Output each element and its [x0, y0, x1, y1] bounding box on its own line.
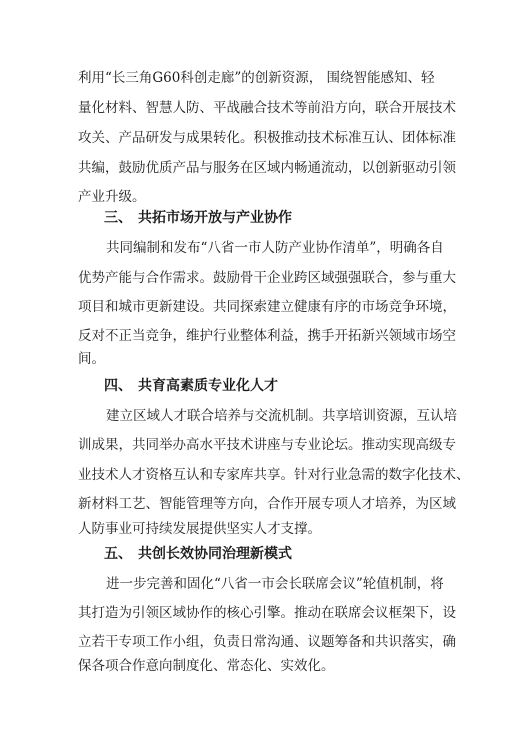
paragraph-line: 优势产能与合作需求。鼓励骨干企业跨区域强强联合，参与重大	[78, 270, 456, 286]
section-number: 三、	[104, 210, 132, 226]
section-heading	[104, 209, 292, 227]
paragraph-line: 攻关、产品研发与成果转化。积极推动技术标准互认、团体标准	[78, 130, 456, 146]
section-heading	[104, 545, 292, 563]
paragraph-line: 业技术人才资格互认和专家库共享。针对行业急需的数字化技术、	[78, 467, 470, 483]
section-title: 共拓市场开放与产业协作	[138, 210, 292, 226]
section-title: 共育高素质专业化人才	[138, 378, 278, 394]
section-number: 四、	[104, 378, 132, 394]
paragraph-line: 新材料工艺、智能管理等方向，合作开展专项人才培养，为区域	[78, 496, 456, 512]
paragraph-line: 利用“长三角G60科创走廊”的创新资源， 围绕智能感知、轻	[78, 70, 435, 86]
paragraph-line: 反对不正当竞争，维护行业整体利益，携手开拓新兴领域市场空	[78, 328, 456, 344]
section-number: 五、	[104, 546, 132, 562]
paragraph-line: 保各项合作意向制度化、常态化、实效化。	[78, 658, 335, 674]
paragraph-line: 训成果，共同举办高水平技术讲座与专业论坛。推动实现高级专	[78, 437, 456, 453]
paragraph-line: 建立区域人才联合培养与交流机制。共享培训资源，互认培	[106, 408, 457, 424]
paragraph-line: 量化材料、智慧人防、平战融合技术等前沿方向，联合开展技术	[78, 100, 456, 116]
paragraph-line: 其打造为引领区域协作的核心引擎。推动在联席会议框架下，设	[78, 605, 456, 621]
paragraph-line: 立若干专项工作小组，负责日常沟通、议题筹备和共识落实，确	[78, 634, 456, 650]
paragraph-line: 项目和城市更新建设。共同探索建立健康有序的市场竞争环境，	[78, 299, 456, 315]
paragraph-line: 共编，鼓励优质产品与服务在区域内畅通流动，以创新驱动引领	[78, 160, 456, 176]
paragraph-line: 产业升级。	[78, 189, 146, 205]
paragraph-line: 进一步完善和固化“八省一市会长联席会议”轮值机制，将	[106, 576, 444, 592]
section-title: 共创长效协同治理新模式	[138, 546, 292, 562]
paragraph-line: 人防事业可持续发展提供坚实人才支撑。	[78, 521, 321, 537]
section-heading	[104, 377, 278, 395]
paragraph-line: 共同编制和发布“八省一市人防产业协作清单”，明确各自	[106, 240, 444, 256]
paragraph-line: 间。	[78, 351, 105, 367]
